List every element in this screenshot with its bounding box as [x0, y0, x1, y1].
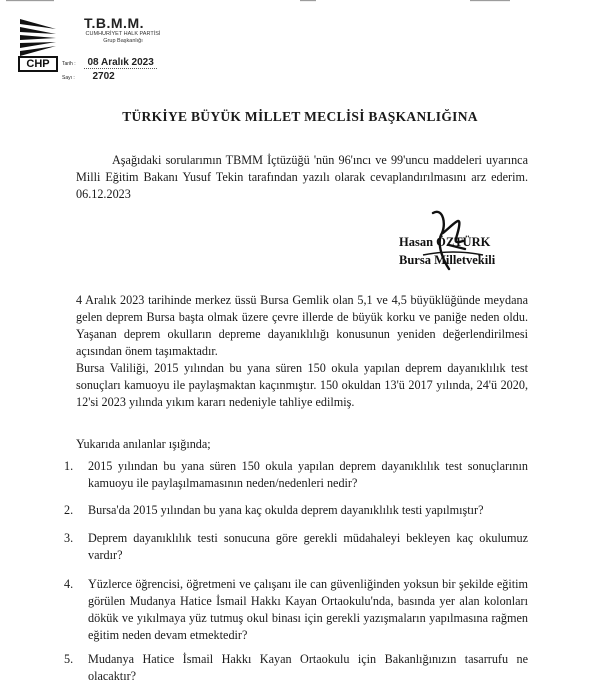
question-number: 1. [64, 459, 74, 473]
question-text: 2015 yılından bu yana süren 150 okula yapılan deprem dayanıklılık test sonuçlarının kamuoyu ile paylaşılmamasının neden/nedenleri nedir? [88, 459, 528, 490]
question-number: 5. [64, 652, 74, 666]
party-logo-label: CHP [18, 56, 58, 72]
question-number: 4. [64, 577, 74, 591]
signature-role: Bursa Milletvekili [399, 253, 496, 267]
context-paragraph-2: Bursa Valiliği, 2015 yılından bu yana süren 150 okula yapılan deprem dayanıklılık test sonuçları kamuoyu ile paylaşmaktan kaçınmıştır. 150 okuldan 13'ü 2017 yılında, 24'ü 2020, 12'si 2023 yılında yıkım kararı nedeniyle tahliye edilmiş. [76, 361, 528, 409]
six-arrows-logo-icon [18, 12, 58, 62]
lead-in: Yukarıda anılanlar ışığında; [76, 437, 211, 451]
letterhead [18, 12, 218, 82]
number-key: Sayı : [62, 75, 75, 81]
date-key: Tarih : [62, 61, 76, 67]
document-heading: TÜRKİYE BÜYÜK MİLLET MECLİSİ BAŞKANLIĞINA [122, 109, 478, 124]
question-number: 2. [64, 503, 74, 517]
number-row [62, 66, 115, 84]
org-subtitle-party: CUMHURİYET HALK PARTİSİ [85, 31, 161, 37]
org-subtitle-office: Grup Başkanlığı [103, 38, 143, 44]
question-item [64, 530, 528, 564]
question-number: 3. [64, 531, 74, 545]
question-item [64, 651, 528, 685]
question-item [64, 502, 528, 519]
org-title: T.B.M.M. [84, 15, 144, 31]
signature-name: Hasan ÖZTÜRK [399, 235, 491, 249]
question-text: Bursa'da 2015 yılından bu yana kaç okulda deprem dayanıklılık testi yapılmıştır? [88, 503, 484, 517]
question-item [64, 458, 528, 492]
question-text: Yüzlerce öğrencisi, öğretmeni ve çalışanı ile can güvenliğinden yoksun bir şekilde eğitim görülen Mudanya Hatice İsmail Hakkı Kayan Ortaokulu'nda, basında yer alan kolonları dökük ve yıkılmaya yüz tutmuş okul binası için gerekli yazışmaların yapılmasına rağmen eğitim neden devam etmektedir? [88, 577, 528, 642]
intro-paragraph: Aşağıdaki sorularımın TBMM İçtüzüğü 'nün 96'ıncı ve 99'uncu maddeleri uyarınca Milli Eğitim Bakanı Yusuf Tekin tarafından yazılı olarak cevaplandırılmasını arz ederim. 06.12.2023 [76, 153, 528, 201]
cropped-fax-header: —————— —— ————— [6, 0, 510, 5]
question-text: Deprem dayanıklılık testi sonucuna göre gerekli müdahaleyi bekleyen kaç okulumuz vardır? [88, 531, 528, 562]
question-item [64, 576, 528, 644]
date-value: 08 Aralık 2023 [84, 57, 156, 69]
signature-block [385, 205, 525, 275]
number-value: 2702 [92, 71, 115, 82]
context-paragraph-1: 4 Aralık 2023 tarihinde merkez üssü Bursa Gemlik olan 5,1 ve 4,5 büyüklüğünde meydana gelen deprem Bursa başta olmak üzere çevre illerde de büyük korku ve paniğe neden oldu. Yaşanan deprem okulların depreme dayanıklılığı konusunun yeniden değerlendirilmesi açısından önem taşımaktadır. [76, 293, 528, 358]
org-subtitle [78, 31, 168, 45]
question-text: Mudanya Hatice İsmail Hakkı Kayan Ortaokulu için Bakanlığınızın tasarrufu ne olacaktır? [88, 652, 528, 683]
